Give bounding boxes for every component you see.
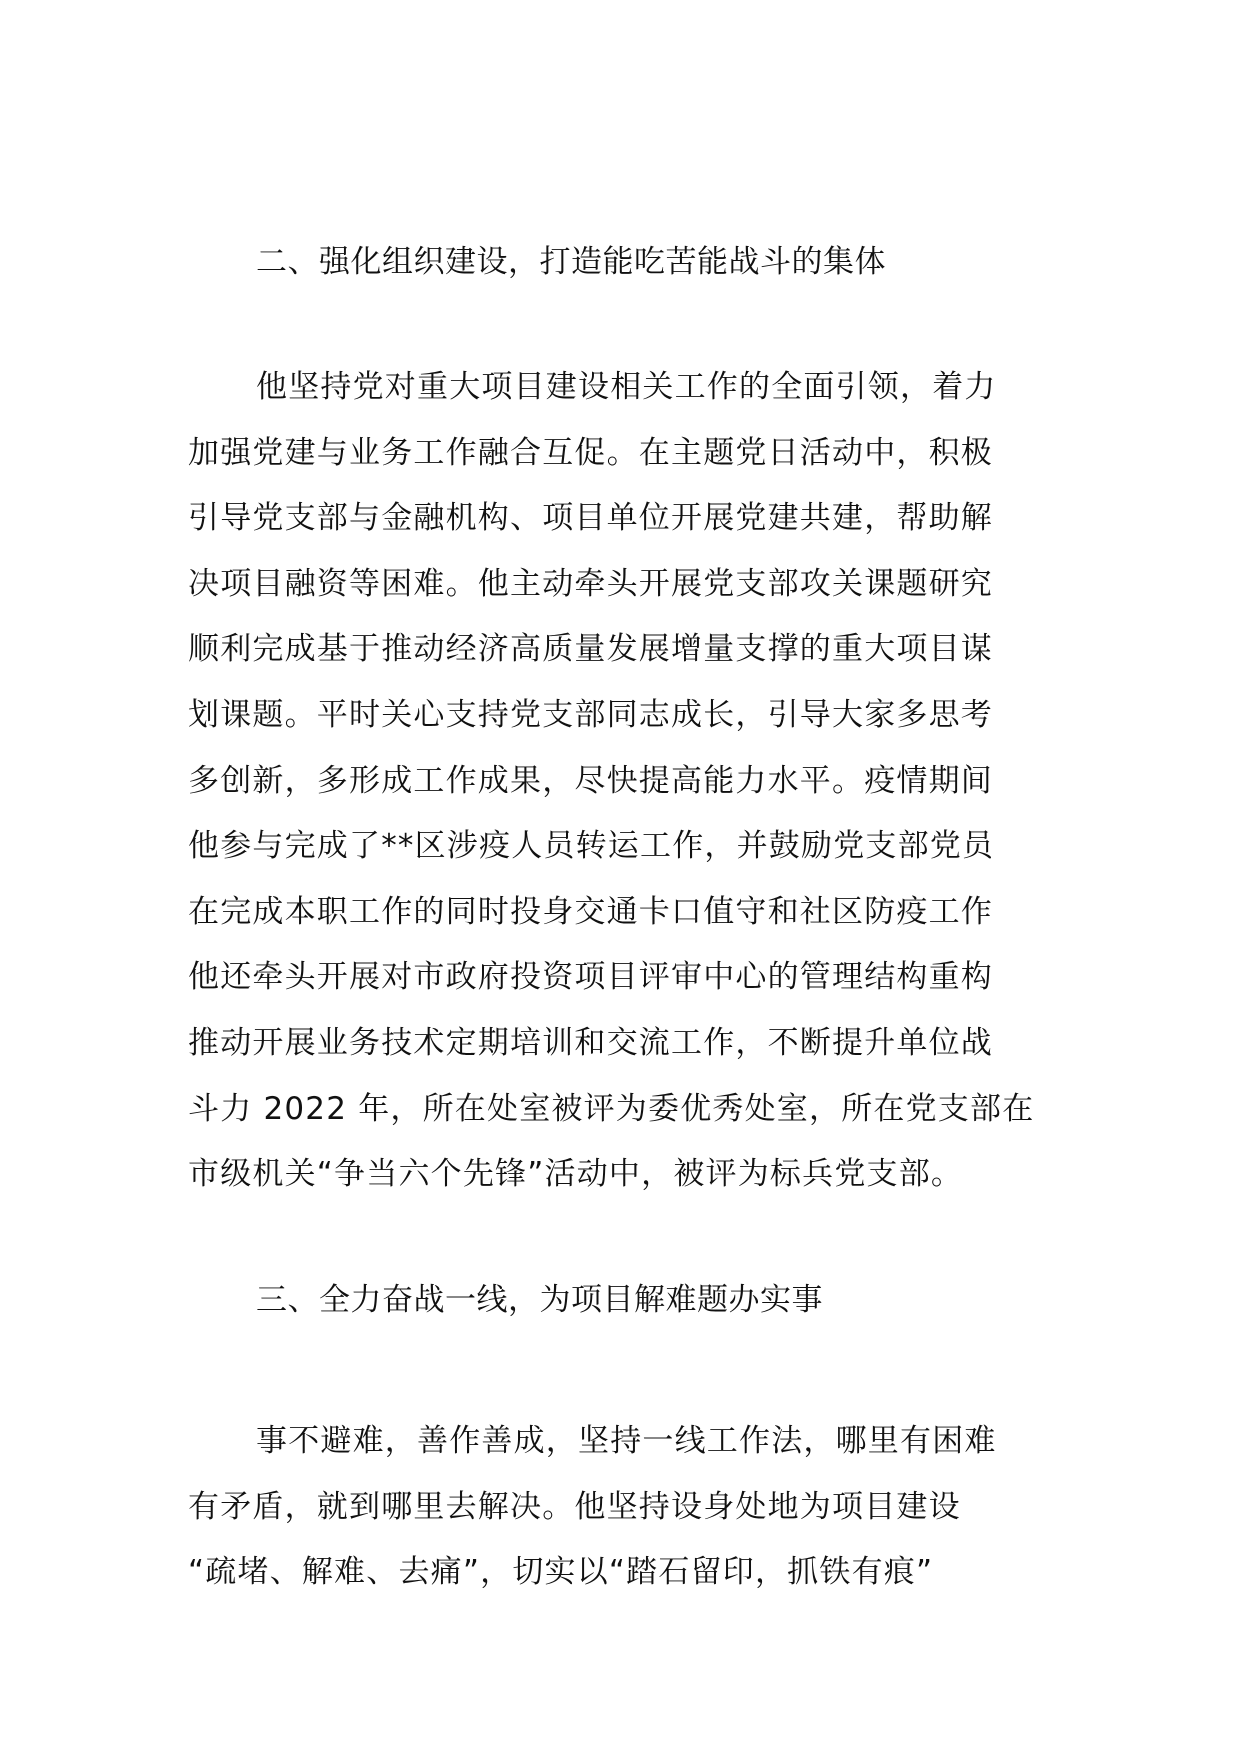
- paragraph-line: 他还牵头开展对市政府投资项目评审中心的管理结构重构: [188, 959, 993, 996]
- paragraph-line: 加强党建与业务工作融合互促。在主题党日活动中，积极: [188, 434, 993, 471]
- section-2-paragraph: [188, 355, 1068, 1208]
- paragraph-line: 决项目融资等困难。他主动牵头开展党支部攻关课题研究: [188, 565, 993, 602]
- paragraph-line: 推动开展业务技术定期培训和交流工作，不断提升单位战: [188, 1024, 993, 1061]
- section-2-heading: 二、强化组织建设，打造能吃苦能战斗的集体: [256, 244, 886, 280]
- paragraph-line: 有矛盾，就到哪里去解决。他坚持设身处地为项目建设: [188, 1488, 961, 1525]
- paragraph-line: 斗力 2022 年，所在处室被评为委优秀处室，所在党支部在: [188, 1090, 1035, 1127]
- section-3-heading: 三、全力奋战一线，为项目解难题办实事: [256, 1282, 823, 1318]
- paragraph-line: 顺利完成基于推动经济高质量发展增量支撑的重大项目谋: [188, 631, 993, 668]
- paragraph-line: 引导党支部与金融机构、项目单位开展党建共建，帮助解: [188, 500, 993, 537]
- paragraph-line: 在完成本职工作的同时投身交通卡口值守和社区防疫工作: [188, 893, 993, 930]
- paragraph-line: 多创新，多形成工作成果，尽快提高能力水平。疫情期间: [188, 762, 993, 799]
- paragraph-line: “疏堵、解难、去痛”，切实以“踏石留印，抓铁有痕”: [188, 1554, 934, 1591]
- paragraph-line: 他坚持党对重大项目建设相关工作的全面引领，着力: [256, 369, 997, 405]
- paragraph-line: 划课题。平时关心支持党支部同志成长，引导大家多思考: [188, 696, 993, 733]
- paragraph-line: 事不避难，善作善成，坚持一线工作法，哪里有困难: [256, 1423, 997, 1459]
- section-3-paragraph: [188, 1409, 1068, 1606]
- paragraph-line: 市级机关“争当六个先锋”活动中，被评为标兵党支部。: [188, 1156, 964, 1193]
- paragraph-line: 他参与完成了**区涉疫人员转运工作，并鼓励党支部党员: [188, 828, 995, 865]
